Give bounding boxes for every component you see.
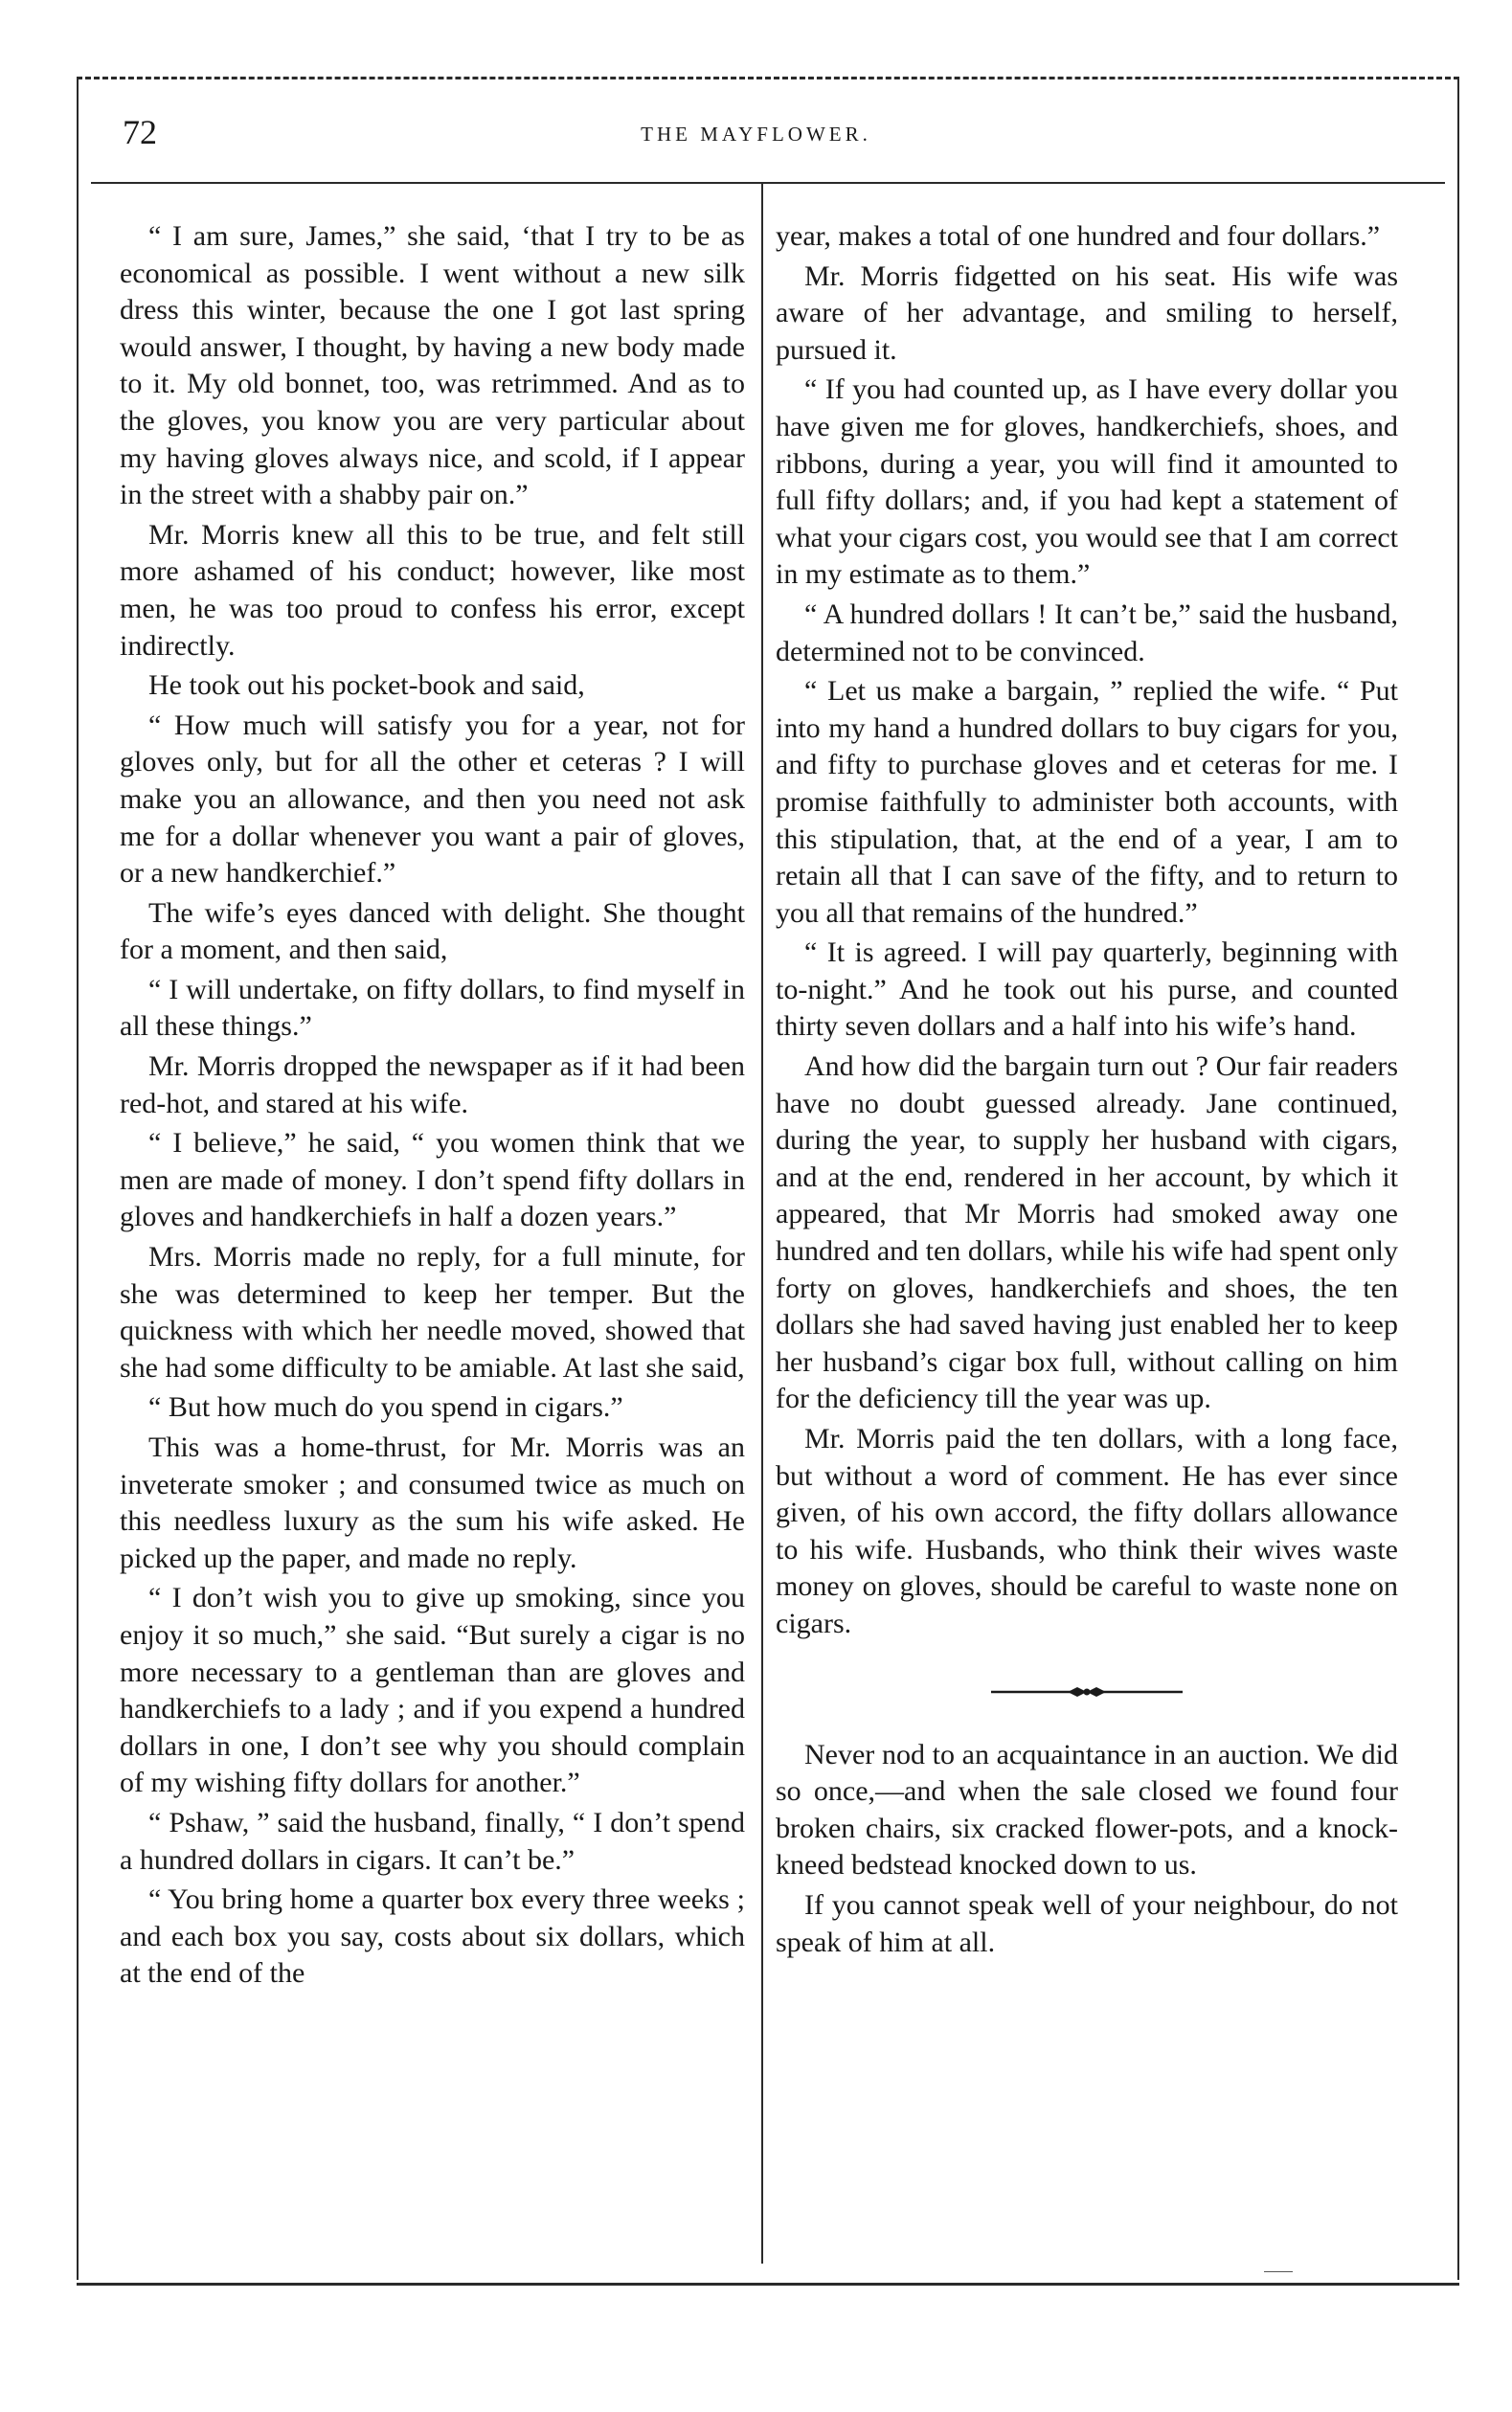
paragraph: “ I will undertake, on fifty dollars, to find myself in all these things.” [120, 973, 745, 1043]
top-dashed-rule [77, 77, 1459, 79]
paragraph: “ A hundred dollars ! It can’t be,” said the husband, determined not to be convinced. [776, 597, 1398, 667]
left-column [120, 218, 745, 1995]
paragraph: Mr. Morris knew all this to be true, and felt still more ashamed of his conduct; however, like most men, he was too proud to confess his error, except indirectly. [120, 518, 745, 662]
paragraph: “ If you had counted up, as I have every dollar you have given me for gloves, handkerchiefs, shoes, and ribbons, during a year, you will find it amounted to full fifty dollars; and, if you had kept a statement of what your cigars cost, you would see that I am correct in my estimate as to them.” [776, 373, 1398, 591]
paragraph: “ Pshaw, ” said the husband, finally, “ I don’t spend a hundred dollars in cigars. It can’t be.” [120, 1806, 745, 1876]
paragraph: The wife’s eyes danced with delight. She thought for a moment, and then said, [120, 896, 745, 966]
left-frame-rule [77, 79, 79, 2280]
paragraph: Mr. Morris dropped the newspaper as if it had been red-hot, and stared at his wife. [120, 1050, 745, 1119]
paragraph: “ I believe,” he said, “ you women think that we men are made of money. I don’t spend fifty dollars in gloves and handkerchiefs in half a dozen years.” [120, 1127, 745, 1233]
right-frame-rule [1457, 79, 1459, 2280]
paragraph: “ You bring home a quarter box every three weeks ; and each box you say, costs about six dollars, which at the end of the [120, 1883, 745, 1990]
header-rule [91, 182, 1445, 184]
paragraph: “ I don’t wish you to give up smoking, since you enjoy it so much,” she said. “But surely a cigar is no more necessary to a gentleman than are gloves and handkerchiefs to a lady ; and if you expend a hundred dollars in one, I don’t see why you should complain of my wishing fifty dollars for another.” [120, 1582, 745, 1799]
paragraph: “ Let us make a bargain, ” replied the wife. “ Put into my hand a hundred dollars to buy cigars for you, and fifty to purchase gloves and et ceteras for me. I promise faithfully to administer both accounts, with this stipulation, that, at the end of a year, I am to retain all that I can save of the fifty, and to return to you all that remains of the hundred.” [776, 675, 1398, 929]
paragraph: Mr. Morris paid the ten dollars, with a long face, but without a word of comment. He has ever since given, of his own accord, the fifty dollars allowance to his wife. Husbands, who think their wives waste money on gloves, should be careful to waste none on cigars. [776, 1423, 1398, 1639]
paragraph: He took out his pocket-book and said, [148, 669, 585, 702]
bottom-rule [77, 2283, 1459, 2286]
paragraph: “ How much will satisfy you for a year, not for gloves only, but for all the other et ceteras ? I will make you an allowance, and then you need not ask me for a dollar whenever you want a pair of gloves, or a new handkerchief.” [120, 709, 745, 890]
ornament-divider [991, 1685, 1183, 1699]
right-column [776, 218, 1398, 1964]
paragraph: Mr. Morris fidgetted on his seat. His wife was aware of her advantage, and smiling to herself, pursued it. [776, 259, 1398, 366]
column-divider [761, 184, 763, 2264]
paragraph: “ It is agreed. I will pay quarterly, beginning with to-night.” And he took out his purse, and counted thirty seven dollars and a half into his wife’s hand. [776, 936, 1398, 1043]
paragraph-continuation: year, makes a total of one hundred and four dollars.” [776, 220, 1381, 252]
paragraph: Mrs. Morris made no reply, for a full minute, for she was determined to keep her temper. But the quickness with which her needle moved, showed that she had some difficulty to be amiable. At last she said, [120, 1241, 745, 1384]
paragraph: “ But how much do you spend in cigars.” [148, 1391, 623, 1424]
page-number: 72 [123, 113, 157, 151]
paragraph: This was a home-thrust, for Mr. Morris was an inveterate smoker ; and consumed twice as much on this needless luxury as the sum his wife asked. He picked up the paper, and made no reply. [120, 1431, 745, 1574]
paragraph: “ I am sure, James,” she said, ‘that I try to be as economical as possible. I went without a new silk dress this winter, because the one I got last spring would answer, I thought, by having a new body made to it. My old bonnet, too, was retrimmed. And as to the gloves, you know you are very particular about my having gloves always nice, and scold, if I appear in the street with a shabby pair on.” [120, 220, 745, 511]
running-title: THE MAYFLOWER. [641, 123, 871, 146]
filler-paragraph: Never nod to an acquaintance in an auction. We did so once,—and when the sale closed we found four broken chairs, six cracked flower-pots, and a knock-kneed bedstead knocked down to us. [776, 1738, 1398, 1882]
stray-mark [1264, 2271, 1293, 2272]
filler-paragraph: If you cannot speak well of your neighbour, do not speak of him at all. [776, 1888, 1398, 1958]
paragraph: And how did the bargain turn out ? Our fair readers have no doubt guessed already. Jane continued, during the year, to supply her husband with cigars, and at the end, rendered in her account, by which it appeared, that Mr Morris had smoked away one hundred and ten dollars, while his wife had spent only forty on gloves, handkerchiefs and shoes, the ten dollars she had saved having just enabled her to keep her husband’s cigar box full, without calling on him for the deficiency till the year was up. [776, 1050, 1398, 1415]
